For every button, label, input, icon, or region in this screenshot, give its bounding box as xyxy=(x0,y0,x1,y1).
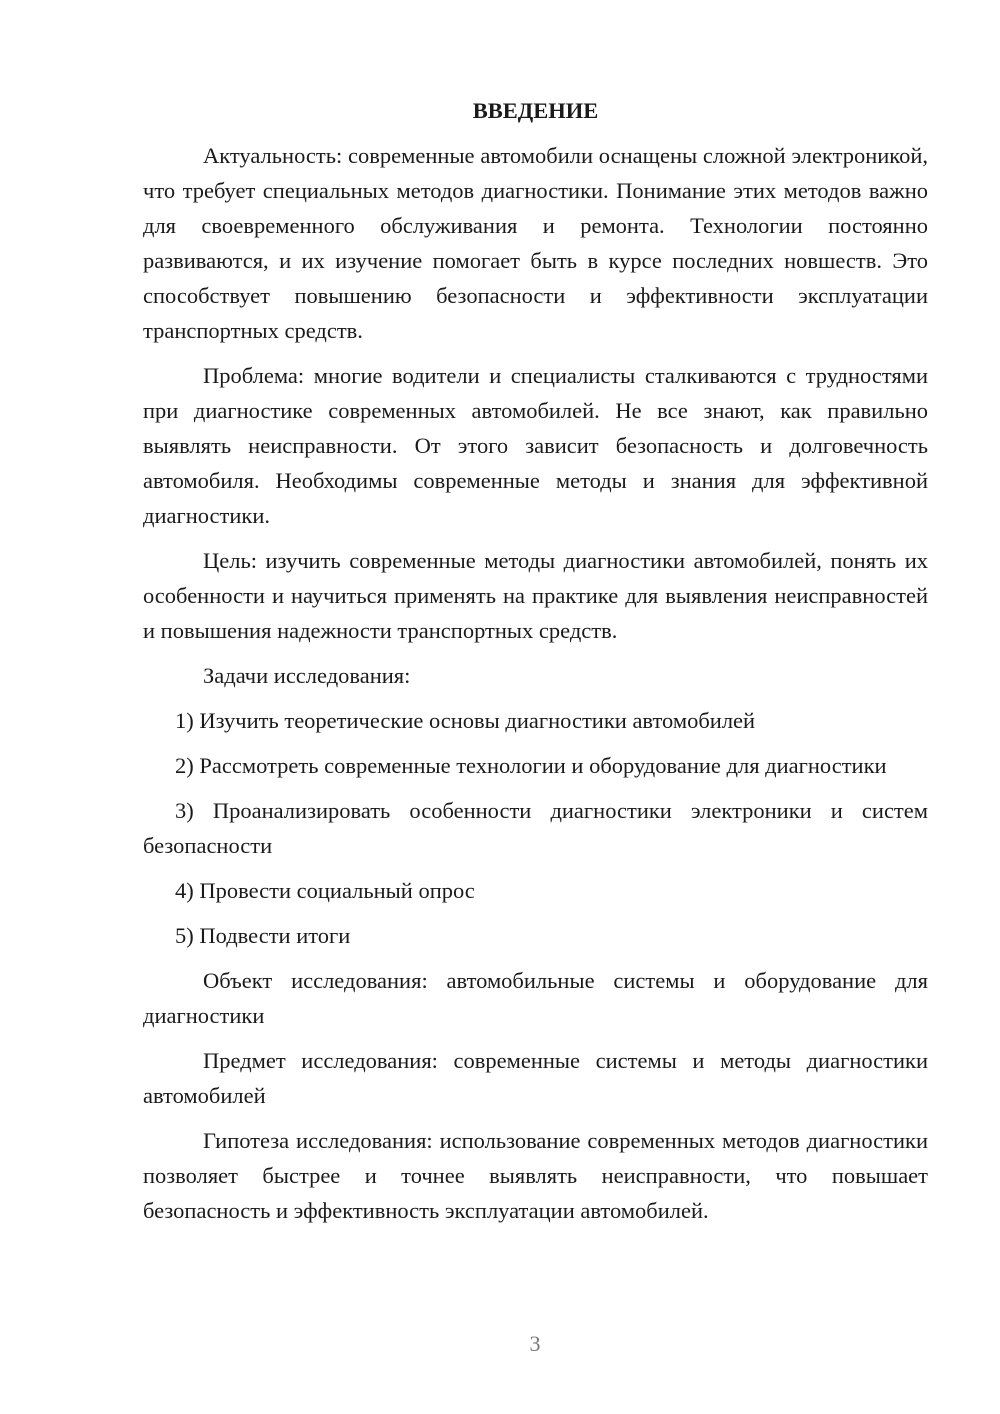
task-item-3: 3) Проанализировать особенности диагностики электроники и систем безопасности xyxy=(143,798,928,858)
paragraph-relevance: Актуальность: современные автомобили оснащены сложной электроникой, что требует специальных методов диагностики. Понимание этих методов важно для своевременного обслуживания и ремонта. Технологии постоянно развиваются, и их изучение помогает быть в курсе последних новшеств. Это способствует повышению безопасности и эффективности эксплуатации транспортных средств. xyxy=(143,143,928,343)
paragraph-subject: Предмет исследования: современные системы и методы диагностики автомобилей xyxy=(143,1048,928,1108)
paragraph-hypothesis: Гипотеза исследования: использование современных методов диагностики позволяет быстрее и точнее выявлять неисправности, что повышает безопасность и эффективность эксплуатации автомобилей. xyxy=(143,1128,928,1223)
task-item-2: 2) Рассмотреть современные технологии и оборудование для диагностики xyxy=(175,753,887,778)
task-item-1: 1) Изучить теоретические основы диагностики автомобилей xyxy=(175,708,756,733)
page-number: 3 xyxy=(529,1331,541,1356)
document-page xyxy=(143,93,928,1238)
task-item-4: 4) Провести социальный опрос xyxy=(175,878,475,903)
paragraph-tasks-heading: Задачи исследования: xyxy=(203,663,411,688)
paragraph-goal: Цель: изучить современные методы диагностики автомобилей, понять их особенности и научиться применять на практике для выявления неисправностей и повышения надежности транспортных средств. xyxy=(143,548,928,643)
task-item-5: 5) Подвести итоги xyxy=(175,923,351,948)
paragraph-problem: Проблема: многие водители и специалисты сталкиваются с трудностями при диагностике современных автомобилей. Не все знают, как правильно выявлять неисправности. От этого зависит безопасность и долговечность автомобиля. Необходимы современные методы и знания для эффективной диагностики. xyxy=(143,363,928,528)
section-title: ВВЕДЕНИЕ xyxy=(472,98,599,123)
paragraph-object: Объект исследования: автомобильные системы и оборудование для диагностики xyxy=(143,968,928,1028)
